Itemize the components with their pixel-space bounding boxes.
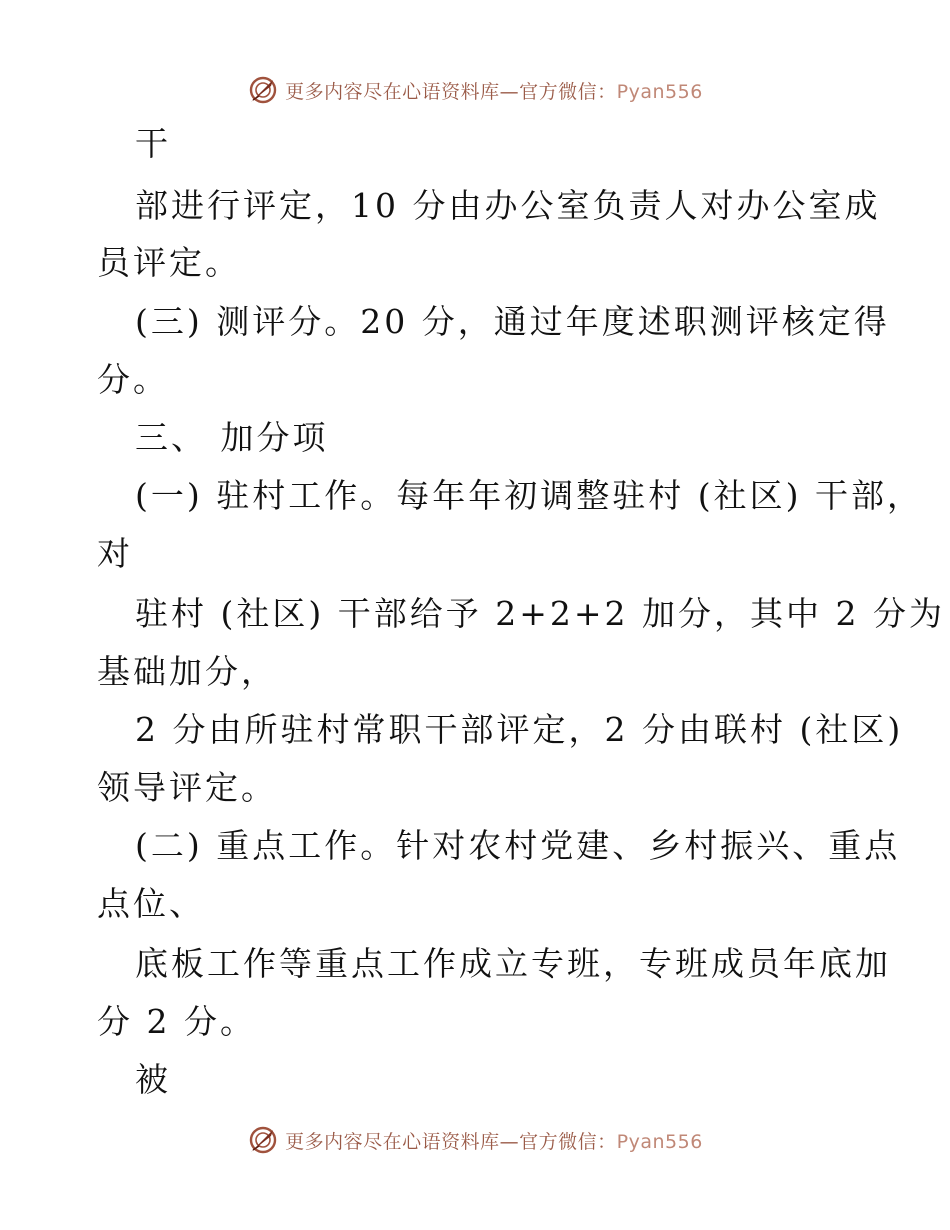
watermark-text-en: Pyan556	[616, 80, 703, 103]
text-line: (三) 测评分。20 分，通过年度述职测评核定得	[135, 302, 890, 341]
text-line: 干	[135, 124, 171, 163]
text-line: 对	[97, 534, 133, 573]
text-line: 2 分由所驻村常职干部评定，2 分由联村 (社区)	[135, 710, 904, 749]
watermark-text-cn: 更多内容尽在心语资料库—官方微信：	[285, 80, 617, 103]
text-line: 分 2 分。	[97, 1002, 256, 1041]
text-line: 底板工作等重点工作成立专班，专班成员年底加	[135, 944, 891, 983]
text-line: 被	[135, 1060, 171, 1099]
quill-seal-icon	[247, 74, 279, 106]
footer-watermark	[0, 1120, 950, 1160]
watermark-text-en: Pyan556	[616, 1130, 703, 1153]
text-line: 部进行评定，10 分由办公室负责人对办公室成	[135, 186, 881, 225]
header-watermark	[0, 70, 950, 110]
watermark-text-cn: 更多内容尽在心语资料库—官方微信：	[285, 1130, 617, 1153]
text-line: 员评定。	[97, 243, 241, 282]
text-line: (二) 重点工作。针对农村党建、乡村振兴、重点	[135, 826, 901, 865]
text-line: 基础加分，	[97, 652, 277, 691]
text-line: 分。	[97, 360, 169, 399]
text-line: (一) 驻村工作。每年年初调整驻村 (社区) 干部，	[135, 476, 923, 515]
watermark-text	[285, 77, 703, 104]
text-line: 驻村 (社区) 干部给予 2+2+2 加分，其中 2 分为	[135, 594, 945, 633]
text-line: 点位、	[97, 884, 205, 923]
section-heading: 三、 加分项	[135, 418, 329, 457]
watermark-text	[285, 1127, 703, 1154]
quill-seal-icon	[247, 1124, 279, 1156]
text-line: 领导评定。	[97, 768, 277, 807]
